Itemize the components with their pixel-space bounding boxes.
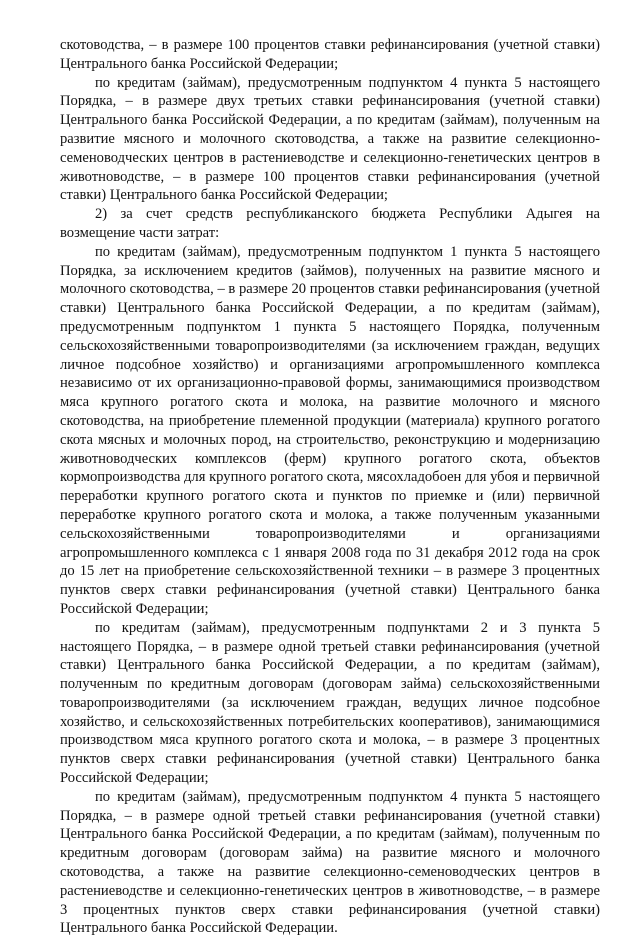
paragraph-5: по кредитам (займам), предусмотренным подпунктами 2 и 3 пункта 5 настоящего Порядка, – в размере одной третьей ставки рефинансирования (учетной ставки) Центрального банка Российской Федерации, а по кредитам (займам), полученным по кредитным договорам (договорам займа) сельскохозяйственными товаропроизводителями (за исключением граждан, ведущих личное подсобное хозяйство, и сельскохозяйственных потребительских кооперативов), занимающимися производством мяса крупного рогатого скота и молока, – в размере 3 процентных пунктов сверх ставки рефинансирования (учетной ставки) Центрального банка Российской Федерации; xyxy=(60,619,600,787)
paragraph-2: по кредитам (займам), предусмотренным подпунктом 4 пункта 5 настоящего Порядка, – в размере двух третьих ставки рефинансирования (учетной ставки) Центрального банка Российской Федерации, а по кредитам (займам), полученным на развитие мясного и молочного скотоводства, а также на развитие селекционно-семеноводческих центров в растениеводстве и селекционно-генетических центров в животноводстве, – в размере 100 процентов ставки рефинансирования (учетной ставки) Центрального банка Российской Федерации; xyxy=(60,74,600,204)
paragraph-4: по кредитам (займам), предусмотренным подпунктом 1 пункта 5 настоящего Порядка, за исключением кредитов (займов), полученных на развитие мясного и молочного скотоводства, – в размере 20 процентов ставки рефинансирования (учетной ставки) Центрального банка Российской Федерации, а по кредитам (займам), предусмотренным подпунктом 1 пункта 5 настоящего Порядка, полученным сельскохозяйственными товаропроизводителями (за исключением граждан, ведущих личное подсобное хозяйство) и организациями агропромышленного комплекса независимо от их организационно-правовой формы, занимающимися производством мяса крупного рогатого скота и молока, на развитие молочного и мясного скотоводства, на приобретение племенной продукции (материала) крупного рогатого скота мясных и молочных пород, на строительство, реконструкцию и модернизацию животноводческих комплексов (ферм) крупного рогатого скота, объектов кормопроизводства для крупного рогатого скота, мясохладобоен для убоя и первичной переработки крупного рогатого скота и пунктов по приемке и (или) первичной переработке крупного рогатого скота и молока, а также полученным указанными сельскохозяйственными товаропроизводителями и организациями агропромышленного комплекса с 1 января 2008 года по 31 декабря 2012 года на срок до 15 лет на приобретение сельскохозяйственной техники – в размере 3 процентных пунктов сверх ставки рефинансирования (учетной ставки) Центрального банка Российской Федерации; xyxy=(60,243,600,617)
paragraph-3: 2) за счет средств республиканского бюджета Республики Адыгея на возмещение части затрат: xyxy=(60,206,600,241)
paragraph-6: по кредитам (займам), предусмотренным подпунктом 4 пункта 5 настоящего Порядка, – в размере одной третьей ставки рефинансирования (учетной ставки) Центрального банка Российской Федерации, а по кредитам (займам), полученным по кредитным договорам (договорам займа) на развитие мясного и молочного скотоводства, а также на развитие селекционно-семеноводческих центров в растениеводстве и селекционно-генетических центров в животноводстве, – в размере 3 процентных пунктов сверх ставки рефинансирования (учетной ставки) Центрального банка Российской Федерации. xyxy=(60,788,600,937)
paragraph-1: скотоводства, – в размере 100 процентов ставки рефинансирования (учетной ставки) Центрального банка Российской Федерации; xyxy=(60,37,600,72)
